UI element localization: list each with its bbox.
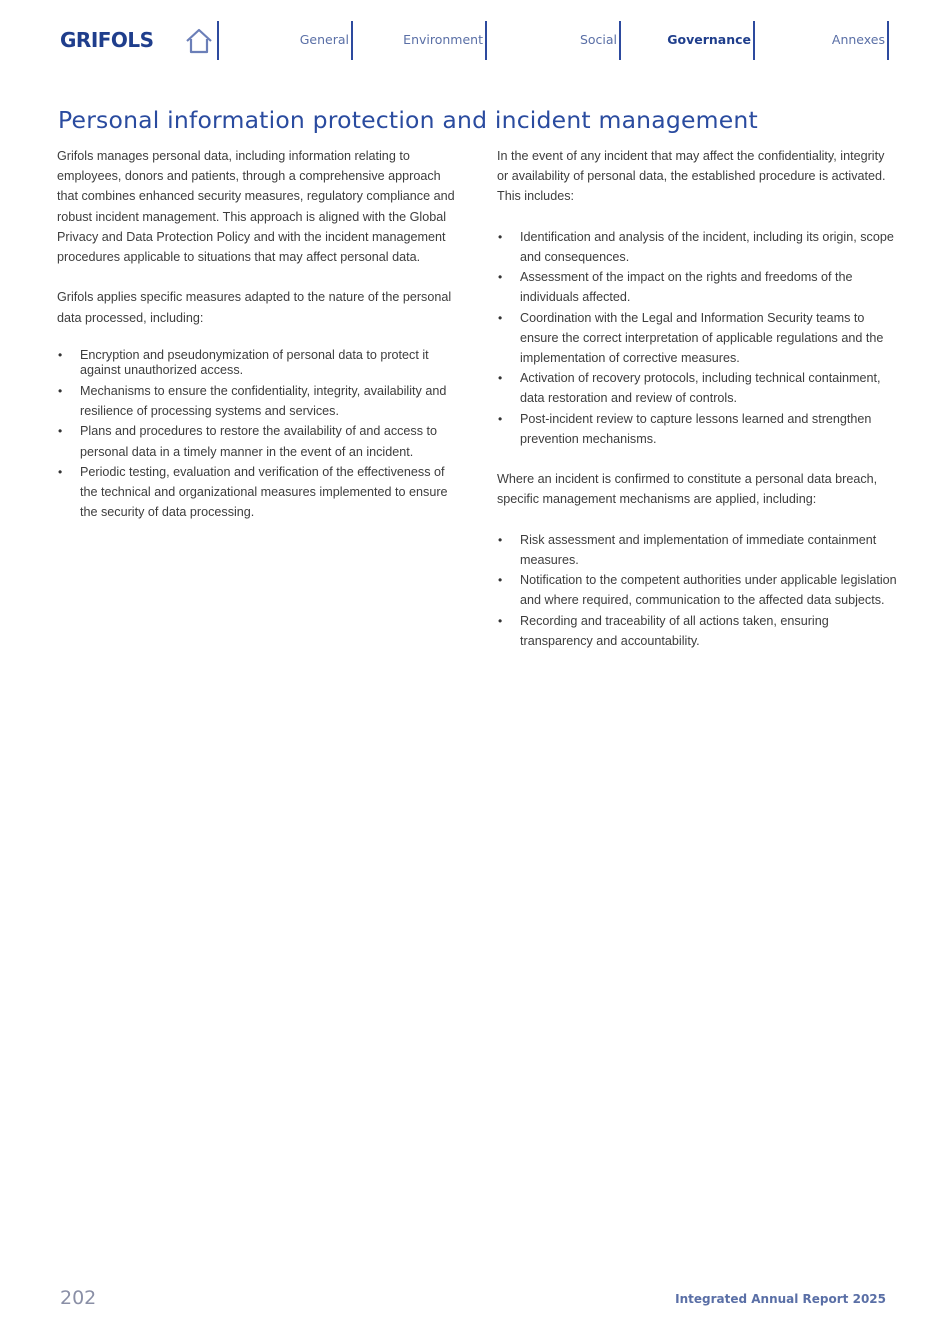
report-name: Integrated Annual Report 2025	[675, 1292, 886, 1306]
list-item: • Plans and procedures to restore the availability of and access to personal data in a timely manner in the event of an incident.	[57, 421, 457, 461]
nav-annexes[interactable]: Annexes	[831, 32, 885, 47]
nav-divider	[485, 21, 487, 60]
measures-intro: Grifols applies specific measures adapted to the nature of the personal data processed, including:	[57, 290, 452, 325]
grifols-logo[interactable]: GRIFOLS	[60, 28, 154, 52]
list-item: • Risk assessment and implementation of immediate containment measures.	[497, 530, 897, 570]
nav-divider	[351, 21, 353, 60]
list-item: • Notification to the competent authorities under applicable legislation and where required, communication to the affected data subjects.	[497, 570, 897, 610]
list-item: • Activation of recovery protocols, including technical containment, data restoration and review of controls.	[497, 368, 897, 408]
incident-procedure-list	[497, 227, 897, 449]
list-item: • Identification and analysis of the incident, including its origin, scope and consequences.	[497, 227, 897, 267]
nav-divider	[887, 21, 889, 60]
nav-governance[interactable]: Governance	[667, 32, 751, 47]
nav-divider	[753, 21, 755, 60]
page-title: Personal information protection and incident management	[58, 106, 758, 134]
left-column	[57, 146, 457, 522]
incident-intro: In the event of any incident that may affect the confidentiality, integrity or availability of personal data, the established procedure is activated. This includes:	[497, 149, 886, 204]
nav-divider	[217, 21, 219, 60]
intro-paragraph: Grifols manages personal data, including information relating to employees, donors and patients, through a comprehensive approach that combines enhanced security measures, regulatory compliance and robust incident management. This approach is aligned with the Global Privacy and Data Protection Policy and with the incident management procedures applicable to situations that may affect personal data.	[57, 149, 455, 265]
breach-mechanisms-list	[497, 530, 897, 651]
right-column	[497, 146, 897, 651]
list-item: • Post-incident review to capture lessons learned and strengthen prevention mechanisms.	[497, 409, 897, 449]
nav-divider	[619, 21, 621, 60]
list-item: • Encryption and pseudonymization of personal data to protect it against unauthorized access.	[57, 348, 457, 378]
page-number: 202	[60, 1287, 97, 1309]
nav-social[interactable]: Social	[579, 32, 617, 47]
header	[0, 0, 950, 80]
list-item: • Periodic testing, evaluation and verification of the effectiveness of the technical and organizational measures implemented to ensure the security of data processing.	[57, 462, 457, 523]
nav-environment[interactable]: Environment	[403, 32, 483, 47]
measures-list	[57, 348, 457, 522]
list-item: • Mechanisms to ensure the confidentiality, integrity, availability and resilience of processing systems and services.	[57, 381, 457, 421]
home-icon[interactable]	[184, 28, 214, 54]
list-item: • Assessment of the impact on the rights and freedoms of the individuals affected.	[497, 267, 897, 307]
nav-general[interactable]: General	[299, 32, 349, 47]
list-item: • Coordination with the Legal and Information Security teams to ensure the correct interpretation of applicable regulations and the implementation of corrective measures.	[497, 308, 897, 369]
list-item: • Recording and traceability of all actions taken, ensuring transparency and accountability.	[497, 611, 897, 651]
breach-intro: Where an incident is confirmed to constitute a personal data breach, specific management mechanisms are applied, including:	[497, 472, 878, 507]
